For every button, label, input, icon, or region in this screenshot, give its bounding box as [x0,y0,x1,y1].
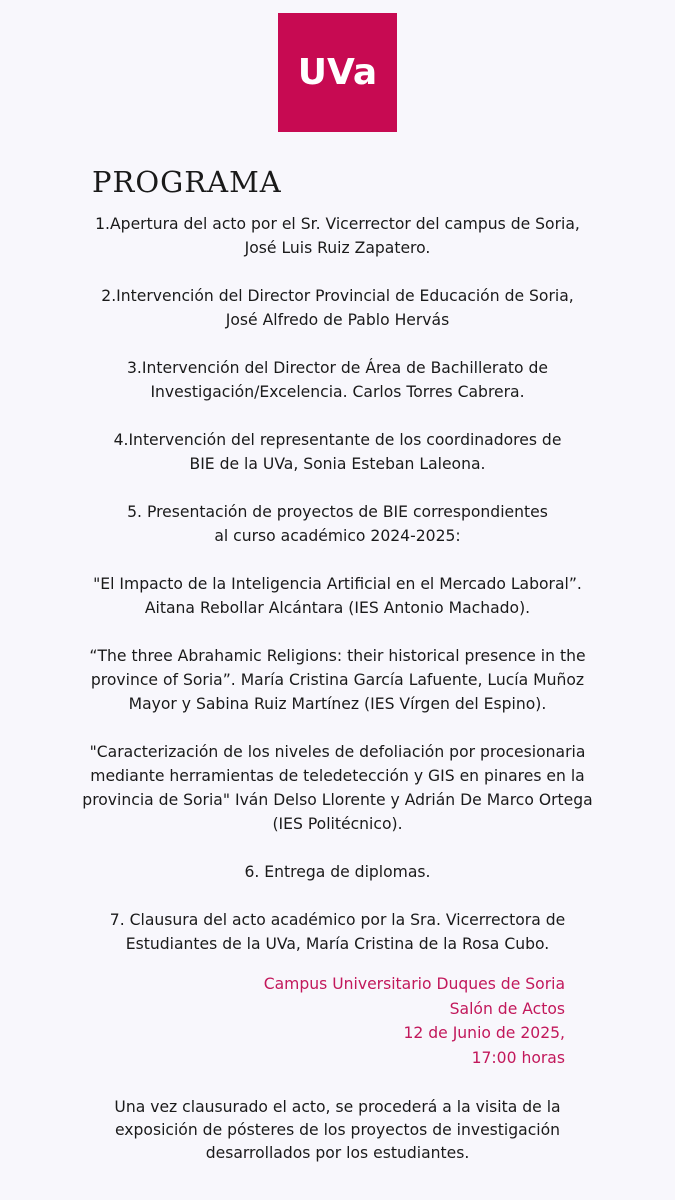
item-line: Mayor y Sabina Ruiz Martínez (IES Vírgen del Espino). [128,695,547,713]
logo-text: UVa [297,52,378,93]
program-item [60,212,615,260]
item-line: 7. Clausura del acto académico por la Sra. Vicerrectora de [109,911,566,929]
item-line: 1.Apertura del acto por el Sr. Vicerrector del campus de Soria, [95,215,580,233]
item-line: province of Soria”. María Cristina García Lafuente, Lucía Muñoz [90,671,585,689]
item-line: 3.Intervención del Director de Área de Bachillerato de [127,359,548,377]
item-line: 6. Entrega de diplomas. [244,863,431,881]
venue-location: Campus Universitario Duques de Soria [263,975,565,993]
program-item [60,284,615,332]
program-item [60,356,615,404]
item-line: 4.Intervención del representante de los coordinadores de [113,431,562,449]
item-line: mediante herramientas de teledetección y GIS en pinares en la [90,767,585,785]
item-line: al curso académico 2024-2025: [214,527,461,545]
item-line: José Luis Ruiz Zapatero. [244,239,431,257]
item-line: José Alfredo de Pablo Hervás [225,311,450,329]
program-item [60,500,615,548]
program-list [60,212,615,980]
project-item [60,572,615,620]
footer-line: Una vez clausurado el acto, se procederá a la visita de la [114,1098,561,1116]
project-item [60,644,615,716]
page-title: PROGRAMA [92,165,282,199]
item-line: Investigación/Excelencia. Carlos Torres Cabrera. [150,383,525,401]
project-item [60,740,615,836]
item-line: provincia de Soria" Iván Delso Llorente y Adrián De Marco Ortega [82,791,593,809]
venue-date: 12 de Junio de 2025, [403,1024,565,1042]
item-line: Aitana Rebollar Alcántara (IES Antonio Machado). [144,599,531,617]
item-line: "El Impacto de la Inteligencia Artificial en el Mercado Laboral”. [93,575,582,593]
venue-time: 17:00 horas [471,1048,565,1067]
program-item [60,860,615,884]
footer-note [60,1096,615,1165]
venue-room: Salón de Actos [449,999,565,1018]
item-line: BIE de la UVa, Sonia Esteban Laleona. [189,455,486,473]
item-line: 2.Intervención del Director Provincial de Educación de Soria, [101,287,574,305]
footer-line: desarrollados por los estudiantes. [205,1144,470,1162]
program-item [60,428,615,476]
footer-line: exposición de pósteres de los proyectos de investigación [114,1121,561,1139]
item-line: "Caracterización de los niveles de defoliación por procesionaria [89,743,586,761]
item-line: “The three Abrahamic Religions: their historical presence in the [89,647,586,665]
uva-logo [278,13,397,132]
item-line: Estudiantes de la UVa, María Cristina de la Rosa Cubo. [125,935,550,953]
program-item [60,908,615,956]
venue-info [264,972,565,1070]
item-line: 5. Presentación de proyectos de BIE correspondientes [127,503,548,521]
item-line: (IES Politécnico). [272,815,403,833]
